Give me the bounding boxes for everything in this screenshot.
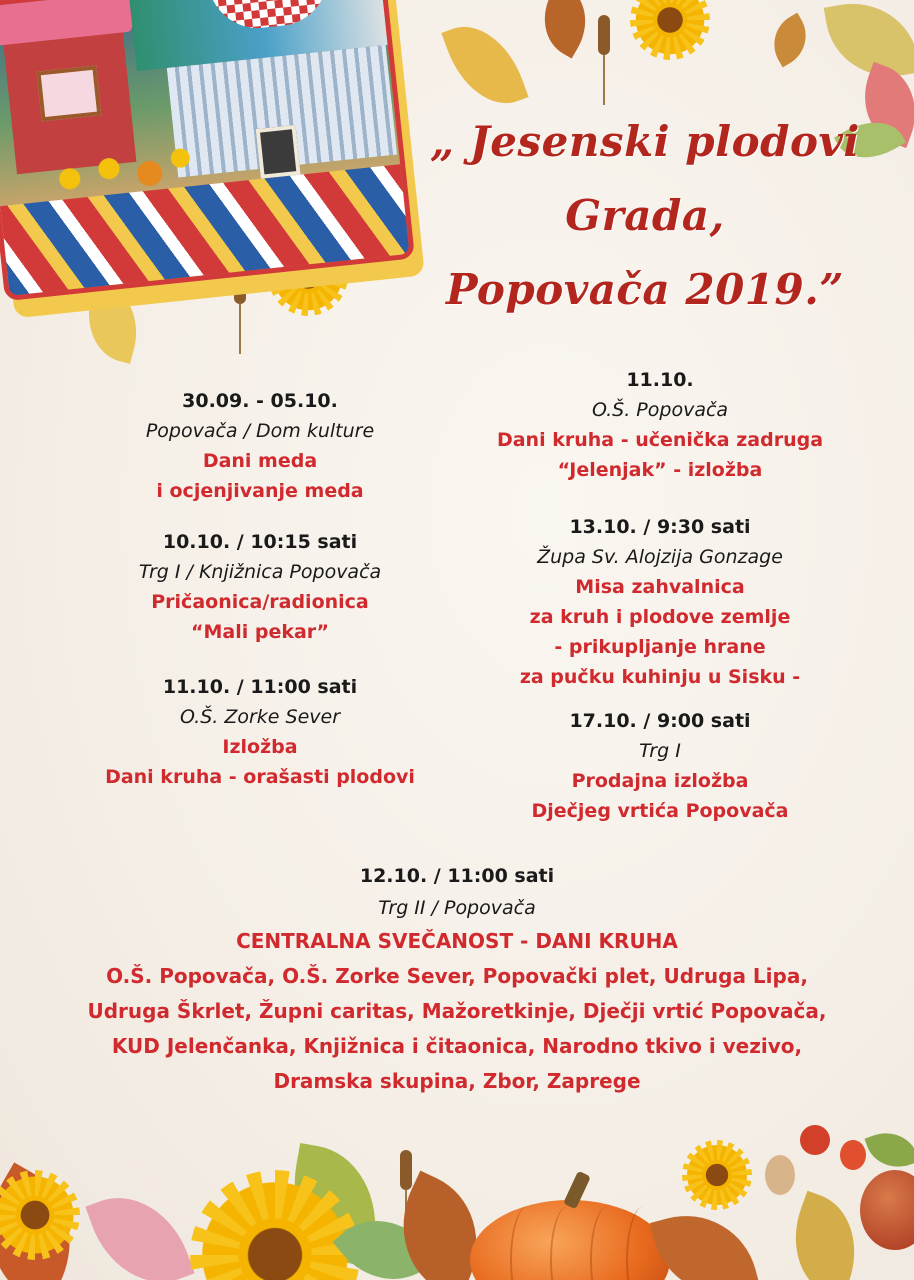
event-line: za kruh i plodove zemlje (529, 606, 791, 628)
event-line: Prodajna izložba (571, 770, 749, 792)
title-line-3: Popovača 2019.” (445, 265, 845, 314)
event-line: Dani kruha - učenička zadruga (496, 429, 824, 451)
event-line: Udruga Škrlet, Župni caritas, Mažoretkinje, Dječji vrtić Popovača, (87, 999, 827, 1023)
event-line: Dječjeg vrtića Popovača (531, 800, 789, 822)
event-line: Misa zahvalnica (575, 576, 745, 598)
event-photo (0, 0, 426, 331)
page-title (410, 105, 880, 327)
event-place: Trg I (639, 740, 681, 762)
event-date: 30.09. - 05.10. (182, 390, 338, 412)
event-line: i ocjenjivanje meda (156, 480, 364, 502)
event-right-1 (460, 365, 860, 485)
event-main (40, 860, 874, 1099)
event-line: “Jelenjak” - izložba (557, 459, 763, 481)
event-heading: CENTRALNA SVEČANOST - DANI KRUHA (236, 929, 678, 953)
event-right-3 (460, 706, 860, 826)
event-line: Dani kruha - orašasti plodovi (105, 766, 415, 788)
event-date: 11.10. (626, 369, 694, 391)
event-left-2 (60, 527, 460, 647)
event-line: “Mali pekar” (190, 621, 329, 643)
event-date: 10.10. / 10:15 sati (162, 531, 358, 553)
event-line: Izložba (222, 736, 298, 758)
bottom-decoration (0, 1110, 914, 1280)
event-date: 17.10. / 9:00 sati (569, 710, 751, 732)
event-right-2 (460, 512, 860, 692)
event-line: Dramska skupina, Zbor, Zaprege (273, 1069, 641, 1093)
event-line: O.Š. Popovača, O.Š. Zorke Sever, Popovački plet, Udruga Lipa, (106, 964, 808, 988)
event-line: Dani meda (202, 450, 318, 472)
event-line: KUD Jelenčanka, Knjižnica i čitaonica, Narodno tkivo i vezivo, (111, 1034, 803, 1058)
event-line: Pričaonica/radionica (151, 591, 369, 613)
event-place: Trg I / Knjižnica Popovača (138, 561, 382, 583)
event-place: O.Š. Popovača (591, 399, 729, 421)
event-left-3 (60, 672, 460, 792)
event-date: 12.10. / 11:00 sati (359, 865, 555, 887)
title-line-2: Grada, (565, 191, 725, 240)
event-left-1 (60, 386, 460, 506)
title-line-1: „ Jesenski plodovi (430, 117, 860, 166)
event-line: za pučku kuhinju u Sisku - (519, 666, 801, 688)
event-line: - prikupljanje hrane (554, 636, 766, 658)
event-place: Župa Sv. Alojzija Gonzage (537, 546, 783, 568)
event-place: O.Š. Zorke Sever (179, 706, 341, 728)
event-place: Popovača / Dom kulture (145, 420, 375, 442)
event-date: 13.10. / 9:30 sati (569, 516, 751, 538)
event-place: Trg II / Popovača (378, 897, 536, 919)
event-date: 11.10. / 11:00 sati (162, 676, 358, 698)
